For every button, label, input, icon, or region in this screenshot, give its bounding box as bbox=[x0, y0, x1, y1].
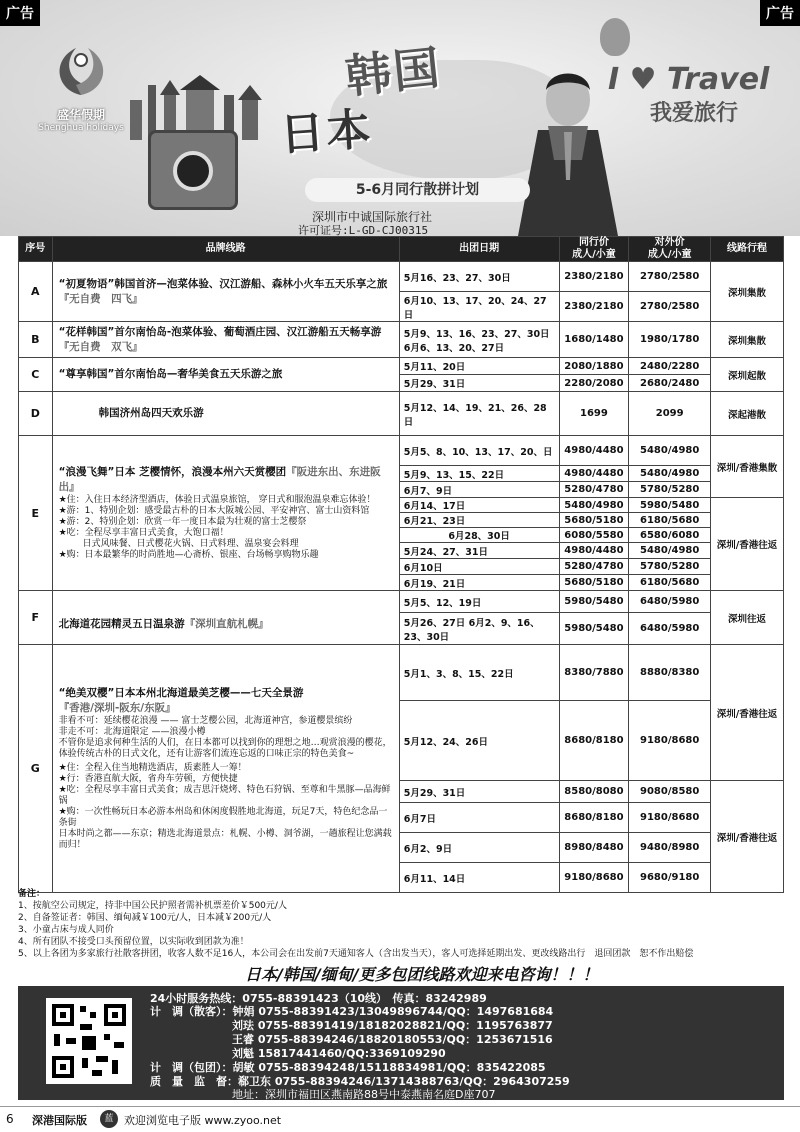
public-price: 2480/2280 bbox=[629, 358, 711, 375]
route-tag: 『香港/深圳-阪东/东阪』 bbox=[58, 702, 176, 714]
peer-price: 5280/4780 bbox=[559, 559, 629, 575]
peer-price: 4980/4480 bbox=[559, 543, 629, 559]
public-price: 2099 bbox=[629, 392, 711, 436]
route-detail: ★游：1、特别企划：感受最古朴的日本大阪城公园、平安神宫、富士山资料馆 bbox=[58, 506, 370, 516]
peer-price: 1699 bbox=[559, 392, 629, 436]
address: 地址：深圳市福田区燕南路88号中泰燕南名庭D座707 bbox=[232, 1088, 496, 1101]
peer-price: 1680/1480 bbox=[559, 322, 629, 358]
date-cell: 6月19、21日 bbox=[399, 575, 559, 591]
hotline: 24小时服务热线：0755-88391423（10线） 传真：83242989 bbox=[150, 992, 487, 1005]
route-type: 深圳起散 bbox=[710, 358, 783, 392]
peer-price: 8980/8480 bbox=[559, 833, 629, 863]
peer-price: 8680/8180 bbox=[559, 803, 629, 833]
peer-price: 5980/5480 bbox=[559, 591, 629, 613]
table-row bbox=[19, 591, 784, 613]
hot-air-balloon-icon bbox=[600, 18, 630, 56]
notes-section bbox=[18, 888, 784, 960]
table-header bbox=[19, 237, 784, 262]
plan-title: 5-6月同行散拼计划 bbox=[305, 178, 530, 202]
route-title: 韩国济州岛四天欢乐游 bbox=[98, 407, 204, 419]
peer-price: 5980/5480 bbox=[559, 613, 629, 645]
route-title-text: “浪漫飞舞”日本 芝樱情怀，浪漫本州六天赏樱团 bbox=[58, 466, 287, 478]
peer-price: 5480/4980 bbox=[559, 498, 629, 513]
date-cell: 5月29、31日 bbox=[399, 781, 559, 803]
title-japan: 日本 bbox=[278, 103, 374, 162]
public-price: 1980/1780 bbox=[629, 322, 711, 358]
route-detail: ★吃：全程尽享丰富日式美食；成吉思汗烧烤、特色石狩锅、至尊和牛黑豚—品海鲜锅 bbox=[58, 785, 391, 806]
peer-price: 2380/2180 bbox=[559, 262, 629, 292]
public-price: 9180/8680 bbox=[629, 701, 711, 781]
public-price: 5480/4980 bbox=[629, 543, 711, 559]
route-title: “绝美双樱”日本本州北海道最美芝樱——七天全景游 bbox=[58, 687, 304, 699]
public-price: 6580/6080 bbox=[629, 528, 711, 543]
date-cell: 6月21、23日 bbox=[399, 513, 559, 528]
public-price: 5480/4980 bbox=[629, 466, 711, 482]
public-price: 2780/2580 bbox=[629, 262, 711, 292]
public-price: 6180/5680 bbox=[629, 575, 711, 591]
page-number: 6 bbox=[6, 1112, 14, 1126]
route-detail: ★住：全程入住当地精选酒店，质素胜人一筹！ bbox=[58, 763, 247, 773]
route-type: 深圳/香港往返 bbox=[710, 645, 783, 781]
route-type: 深起港散 bbox=[710, 392, 783, 436]
contact-panel bbox=[18, 986, 784, 1100]
route-title-text: 北海道花园精灵五日温泉游 bbox=[58, 618, 185, 630]
public-price: 6480/5980 bbox=[629, 591, 711, 613]
title-korea: 韩国 bbox=[342, 40, 444, 104]
route-title bbox=[59, 277, 393, 307]
public-price: 5980/5480 bbox=[629, 498, 711, 513]
route-detail: 非走不可：北海道限定 ——浪漫小樽 bbox=[58, 727, 206, 737]
ad-label-left: 广告 bbox=[0, 0, 40, 26]
swirl-logo-icon bbox=[46, 40, 116, 100]
row-id: B bbox=[19, 322, 53, 358]
table-row bbox=[19, 392, 784, 436]
public-price: 9080/8580 bbox=[629, 781, 711, 803]
date-cell: 5月12、14、19、21、26、28日 bbox=[399, 392, 559, 436]
route-title-text: “花样韩国”首尔南怡岛-泡菜体验、葡萄酒庄园、汉江游船五天畅享游 bbox=[58, 325, 382, 338]
public-price: 6480/5980 bbox=[629, 613, 711, 645]
route-tag: 『阪进东出、东进阪出』 bbox=[58, 466, 381, 493]
table-row bbox=[19, 645, 784, 701]
peer-price: 8380/7880 bbox=[559, 645, 629, 701]
date-cell: 5月5、12、19日 bbox=[399, 591, 559, 613]
date-cell: 6月10、13、17、20、24、27日 bbox=[399, 292, 559, 322]
route-detail: ★行：香港直航大阪，省舟车劳顿，方便快捷 bbox=[58, 774, 238, 784]
qr-pattern bbox=[46, 998, 132, 1084]
route-tag: 『深圳直航札幌』 bbox=[184, 618, 269, 630]
peer-price: 8580/8080 bbox=[559, 781, 629, 803]
public-price: 9480/8980 bbox=[629, 833, 711, 863]
route-type: 深圳/香港集散 bbox=[710, 436, 783, 498]
table-row bbox=[19, 436, 784, 466]
date-cell: 5月1、3、8、15、22日 bbox=[399, 645, 559, 701]
route-cell bbox=[52, 436, 399, 591]
peer-price: 2380/2180 bbox=[559, 292, 629, 322]
public-price: 5480/4980 bbox=[629, 436, 711, 466]
notes-heading: 备注： bbox=[18, 889, 46, 899]
table-row bbox=[19, 358, 784, 375]
date-cell: 6月11、14日 bbox=[399, 863, 559, 893]
date-cell: 5月5、8、10、13、17、20、日 bbox=[399, 436, 559, 466]
route-detail: ★住：入住日本经济型酒店，体验日式温泉旅馆， 穿日式和服泡温泉难忘体验！ bbox=[58, 495, 376, 505]
peer-price: 5280/4780 bbox=[559, 482, 629, 498]
suitcase-illustration bbox=[148, 130, 238, 210]
route-detail: ★购：日本最繁华的时尚胜地—心斋桥、银座、台场畅享购物乐趣 bbox=[58, 550, 319, 560]
brand-name: 盛华假期 bbox=[56, 108, 105, 122]
date-cell: 6月2、9日 bbox=[399, 833, 559, 863]
inquiry-callout: 日本/韩国/缅甸/更多包团线路欢迎来电咨询！！！ bbox=[245, 965, 599, 984]
route-type: 深圳集散 bbox=[710, 262, 783, 322]
route-detail: ★购：一次性畅玩日本必游本州岛和休闲度假胜地北海道，玩足7天，特色纪念品一条街 bbox=[58, 807, 388, 828]
route-title: “尊享韩国”首尔南怡岛—奢华美食五天乐游之旅 bbox=[58, 368, 283, 380]
route-title-text: “初夏物语”韩国首济—泡菜体验、汉江游船、森林小火车五天乐享之旅 bbox=[58, 277, 388, 290]
website-link[interactable]: 欢迎浏览电子版 www.zyoo.net bbox=[124, 1114, 282, 1127]
slogan-cn: 我爱旅行 bbox=[650, 101, 739, 126]
date-cell: 6月7、9日 bbox=[399, 482, 559, 498]
route-cell bbox=[52, 392, 399, 436]
public-price: 2680/2480 bbox=[629, 375, 711, 392]
edition-badge-icon: 蓝 bbox=[100, 1110, 118, 1128]
date-cell: 5月12、24、26日 bbox=[399, 701, 559, 781]
route-detail: 日式风味餐、日式樱花火锅、日式料理、温泉宴会料理 bbox=[82, 539, 299, 549]
route-title bbox=[59, 603, 393, 632]
route-cell bbox=[52, 358, 399, 392]
contact-line: 刘魁 15817441460/QQ:3369109290 bbox=[232, 1047, 446, 1060]
route-detail: ★吃：全程尽享丰富日式美食，大饱口福！ bbox=[58, 528, 229, 538]
header-type: 线路行程 bbox=[710, 237, 783, 262]
date-cell: 5月11、20日 bbox=[399, 358, 559, 375]
public-price: 9180/8680 bbox=[629, 803, 711, 833]
header-public-sub: 成人/小童 bbox=[647, 249, 692, 260]
header-id: 序号 bbox=[19, 237, 53, 262]
slogan-en: I ♥ Travel bbox=[608, 62, 770, 97]
route-title bbox=[59, 325, 393, 355]
note-item: 2、自备签证者：韩国、缅甸减￥100元/人，日本减￥200元/人 bbox=[18, 913, 272, 923]
route-title bbox=[59, 465, 393, 495]
row-id: D bbox=[19, 392, 53, 436]
date-cell: 5月26、27日 6月2、9、16、23、30日 bbox=[399, 613, 559, 645]
date-cell: 6月7日 bbox=[399, 803, 559, 833]
route-tag: 『无自费 双飞』 bbox=[58, 340, 143, 353]
route-detail: ★游：2、特别企划：欣赏一年一度日本最为壮观的富士芝樱祭 bbox=[58, 517, 307, 527]
row-id: A bbox=[19, 262, 53, 322]
route-type: 深圳/香港往返 bbox=[710, 498, 783, 591]
route-cell bbox=[52, 262, 399, 322]
peer-price: 2080/1880 bbox=[559, 358, 629, 375]
contact-line: 计 调（散客）：钟娟 0755-88391423/13049896744/QQ：1497681684 bbox=[150, 1005, 554, 1018]
route-type: 深圳/香港往返 bbox=[710, 781, 783, 893]
date-cell: 6月28、30日 bbox=[399, 528, 559, 543]
date-cell: 5月24、27、31日 bbox=[399, 543, 559, 559]
header-public-label: 对外价 bbox=[654, 237, 685, 248]
contact-line: 刘珐 0755-88391419/18182028821/QQ：1195763877 bbox=[232, 1019, 553, 1032]
public-price: 5780/5280 bbox=[629, 559, 711, 575]
peer-price: 4980/4480 bbox=[559, 466, 629, 482]
license-number: 许可证号:L-GD-CJ00315 bbox=[298, 224, 429, 236]
agency-name: 深圳市中诚国际旅行社 bbox=[312, 210, 433, 224]
row-id: C bbox=[19, 358, 53, 392]
date-cell: 6月10日 bbox=[399, 559, 559, 575]
brand-name-en: Shenghua holidays bbox=[38, 123, 124, 133]
route-cell bbox=[52, 645, 399, 893]
route-detail: 不管你是追求何种生活的人们，在日本都可以找到你的理想之地…观赏浪漫的樱花，体验传统古朴的日式文化，还有让游客们流连忘返的口味正宗的特色美食~ bbox=[58, 738, 392, 759]
tour-table bbox=[18, 236, 784, 893]
route-type: 深圳往返 bbox=[710, 591, 783, 645]
public-price: 2780/2580 bbox=[629, 292, 711, 322]
footer-divider bbox=[0, 1106, 800, 1107]
contact-line: 质 量 监 督：郗卫东 0755-88394246/13714388763/QQ：2964307259 bbox=[150, 1075, 570, 1088]
header-date: 出团日期 bbox=[399, 237, 559, 262]
edition-name: 深港国际版 bbox=[32, 1114, 87, 1127]
peer-price: 5680/5180 bbox=[559, 575, 629, 591]
contact-line: 王睿 0755-88394246/18820180553/QQ：1253671516 bbox=[232, 1033, 553, 1046]
route-detail: 非看不可：延续樱花浪漫 —— 富士芝樱公园，北海道神宫，参道樱景缤纷 bbox=[58, 716, 353, 726]
public-price: 6180/5680 bbox=[629, 513, 711, 528]
date-cell: 6月14、17日 bbox=[399, 498, 559, 513]
row-id: F bbox=[19, 591, 53, 645]
row-id: E bbox=[19, 436, 53, 591]
route-tag: 『无自费 四飞』 bbox=[58, 292, 143, 305]
peer-price: 9180/8680 bbox=[559, 863, 629, 893]
header-public bbox=[629, 237, 711, 262]
peer-price: 5680/5180 bbox=[559, 513, 629, 528]
public-price: 9680/9180 bbox=[629, 863, 711, 893]
peer-price: 8680/8180 bbox=[559, 701, 629, 781]
peer-price: 2280/2080 bbox=[559, 375, 629, 392]
route-type: 深圳集散 bbox=[710, 322, 783, 358]
route-cell bbox=[52, 322, 399, 358]
table-row bbox=[19, 262, 784, 292]
qr-code bbox=[46, 998, 132, 1084]
footer bbox=[0, 1106, 800, 1132]
route-detail: 日本时尚之都——东京；精选北海道景点：札幌、小樽、洞爷湖，一趟旅程让您满载而归！ bbox=[58, 829, 392, 850]
banner bbox=[0, 0, 800, 236]
date-cell: 5月16、23、27、30日 bbox=[399, 262, 559, 292]
date-cell: 5月29、31日 bbox=[399, 375, 559, 392]
header-peer-label: 同行价 bbox=[578, 237, 609, 248]
note-item: 4、所有团队不接受口头预留位置，以实际收到团款为准！ bbox=[18, 937, 249, 947]
header-peer-sub: 成人/小童 bbox=[572, 249, 616, 260]
flag-icon bbox=[173, 151, 213, 191]
date-cell: 5月9、13、15、22日 bbox=[399, 466, 559, 482]
public-price: 8880/8380 bbox=[629, 645, 711, 701]
note-item: 3、小童占床与成人同价 bbox=[18, 925, 114, 935]
public-price: 5780/5280 bbox=[629, 482, 711, 498]
date-cell: 5月9、13、16、23、27、30日 6月6、13、20、27日 bbox=[399, 322, 559, 358]
note-item: 5、以上各团为多家旅行社散客拼团，收客人数不足16人，本公司会在出发前7天通知客人（含出发当天），客人可选择延期出发、更改线路出行 退回团款 恕不作出赔偿 bbox=[18, 949, 694, 959]
contact-line: 计 调（包团）：胡敏 0755-88394248/15118834981/QQ：835422085 bbox=[150, 1061, 546, 1074]
peer-price: 4980/4480 bbox=[559, 436, 629, 466]
table-row bbox=[19, 322, 784, 358]
note-item: 1、按航空公司规定，持非中国公民护照者需补机票差价￥500元/人 bbox=[18, 901, 287, 911]
ad-label-right: 广告 bbox=[760, 0, 800, 26]
header-peer bbox=[559, 237, 629, 262]
route-cell bbox=[52, 591, 399, 645]
header-route: 品牌线路 bbox=[52, 237, 399, 262]
row-id: G bbox=[19, 645, 53, 893]
peer-price: 6080/5580 bbox=[559, 528, 629, 543]
